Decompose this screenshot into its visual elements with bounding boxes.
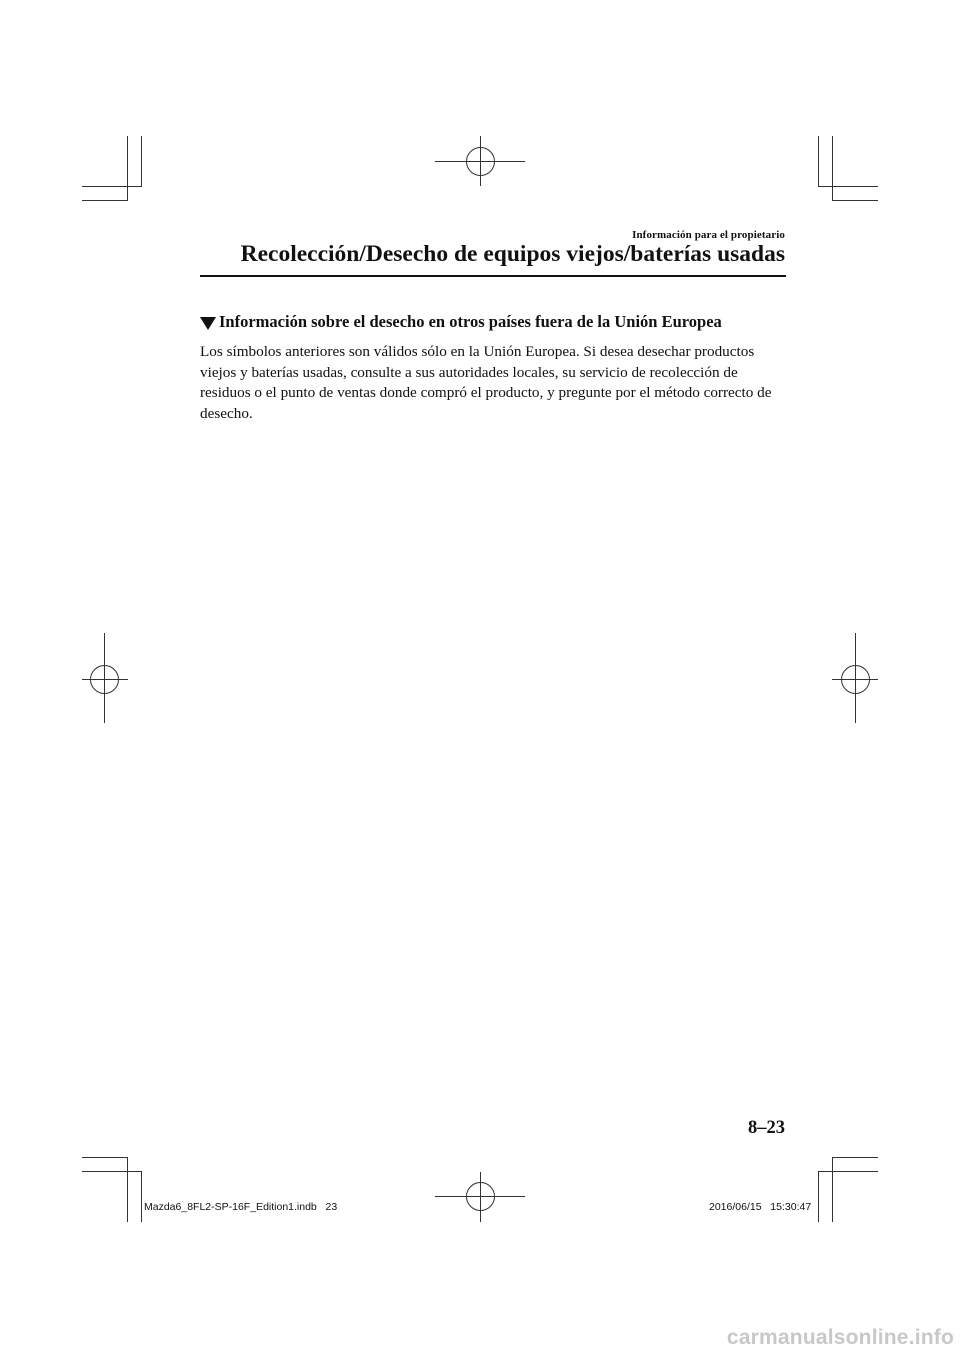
- section-heading: [200, 312, 722, 332]
- section-heading-text: Información sobre el desecho en otros países fuera de la Unión Europea: [219, 312, 722, 331]
- crop-mark: [82, 1171, 142, 1172]
- crop-mark: [832, 1157, 878, 1158]
- crop-mark: [818, 1172, 819, 1222]
- crop-mark: [832, 200, 878, 201]
- registration-mark-circle-icon: [90, 665, 119, 694]
- crop-mark: [141, 136, 142, 186]
- crop-mark: [818, 136, 819, 186]
- triangle-down-icon: [200, 317, 216, 330]
- crop-mark: [82, 1157, 128, 1158]
- crop-mark: [82, 186, 142, 187]
- registration-mark-circle-icon: [841, 665, 870, 694]
- crop-mark: [832, 136, 833, 201]
- crop-mark: [127, 136, 128, 201]
- footer-timestamp: 2016/06/15 15:30:47: [709, 1201, 812, 1213]
- footer-file-info: Mazda6_8FL2-SP-16F_Edition1.indb 23: [144, 1201, 338, 1213]
- section-label: Información para el propietario: [632, 229, 785, 241]
- crop-mark: [818, 1171, 878, 1172]
- section-body: Los símbolos anteriores son válidos sólo en la Unión Europea. Si desea desechar productos viejos y baterías usadas, consulte a sus autoridades locales, su servicio de recolección de residuos o el punto de ventas donde compró el producto, y pregunte por el método correcto de desecho.: [200, 343, 772, 422]
- crop-mark: [82, 200, 128, 201]
- page-number: 8–23: [748, 1118, 785, 1138]
- header-divider: [200, 275, 786, 277]
- page-title: Recolección/Desecho de equipos viejos/baterías usadas: [240, 241, 785, 267]
- crop-mark: [818, 186, 878, 187]
- crop-mark: [832, 1157, 833, 1222]
- watermark: carmanualsonline.info: [726, 1326, 954, 1349]
- crop-mark: [127, 1157, 128, 1222]
- registration-mark-circle-icon: [466, 147, 495, 176]
- crop-mark: [141, 1172, 142, 1222]
- registration-mark-circle-icon: [466, 1182, 495, 1211]
